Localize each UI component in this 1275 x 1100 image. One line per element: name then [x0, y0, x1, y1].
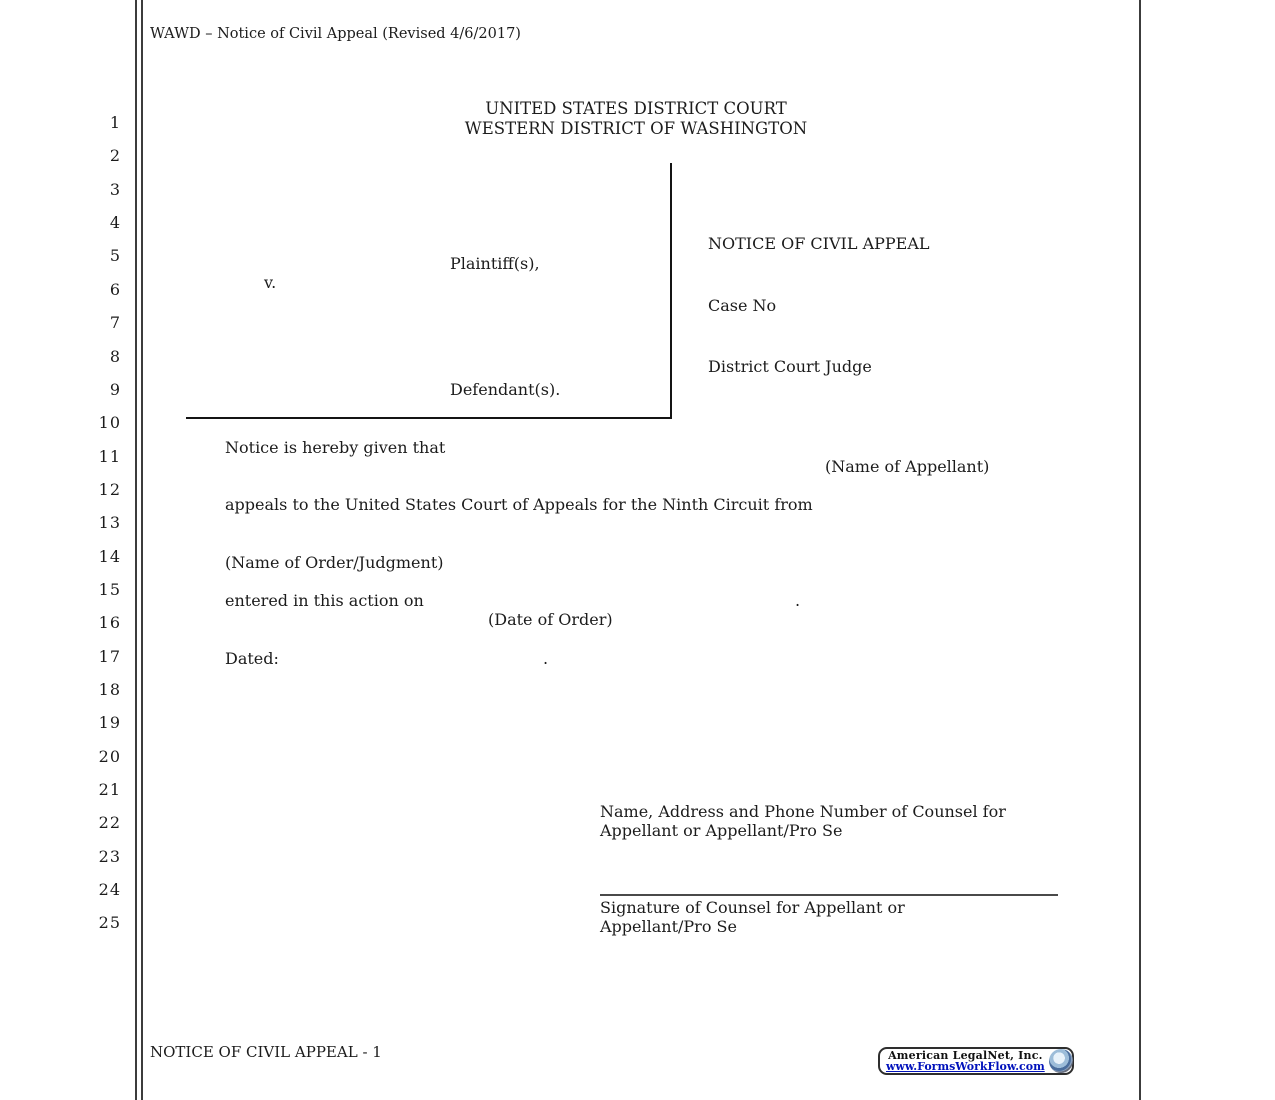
- line-number: 16: [98, 613, 121, 633]
- line-number: 10: [98, 413, 121, 433]
- line-number: 23: [98, 846, 121, 866]
- line-number: 25: [98, 913, 121, 933]
- line-number: 9: [109, 379, 121, 399]
- counsel-contact-line2: Appellant or Appellant/Pro Se: [600, 821, 843, 840]
- versus-label: v.: [264, 273, 277, 292]
- dated-label: Dated:: [225, 649, 279, 668]
- case-caption-box: [186, 163, 672, 419]
- counsel-contact-label: [600, 802, 1120, 840]
- name-of-appellant-hint: (Name of Appellant): [825, 457, 990, 476]
- line-number: 1: [109, 113, 121, 132]
- signature-caption-line2: Appellant/Pro Se: [600, 917, 737, 936]
- case-number-label: Case No: [708, 296, 777, 315]
- formsworkflow-link[interactable]: www.FormsWorkFlow.com: [886, 1060, 1045, 1073]
- line-number: 24: [98, 880, 121, 900]
- line-number: 11: [98, 446, 121, 466]
- entered-period: .: [795, 591, 801, 610]
- page-footer-title: NOTICE OF CIVIL APPEAL - 1: [150, 1043, 382, 1061]
- court-title-line1: UNITED STATES DISTRICT COURT: [485, 99, 787, 118]
- american-legalnet-text: [886, 1050, 1045, 1072]
- line-number: 8: [109, 346, 121, 366]
- court-title-line2: WESTERN DISTRICT OF WASHINGTON: [464, 119, 808, 138]
- notice-given-text: Notice is hereby given that: [225, 438, 446, 457]
- right-margin-rule: [1139, 0, 1141, 1100]
- signature-caption-line1: Signature of Counsel for Appellant or: [600, 898, 905, 917]
- line-number: 17: [98, 646, 121, 666]
- line-number: 19: [98, 713, 121, 733]
- defendant-label: Defendant(s).: [450, 380, 561, 399]
- american-legalnet-company: American LegalNet, Inc.: [888, 1049, 1043, 1062]
- line-number: 14: [98, 546, 121, 566]
- court-title: [132, 99, 1140, 139]
- left-margin-rule-inner: [141, 0, 143, 1100]
- line-number: 20: [98, 746, 121, 766]
- line-number: 15: [98, 579, 121, 599]
- line-number: 5: [109, 246, 121, 266]
- signature-line: [600, 894, 1058, 896]
- appeals-to-ninth-circuit-text: appeals to the United States Court of Appeals for the Ninth Circuit from: [225, 495, 813, 514]
- line-number: 12: [98, 479, 121, 499]
- counsel-contact-line1: Name, Address and Phone Number of Counsel for: [600, 802, 1006, 821]
- american-legalnet-badge: [878, 1047, 1074, 1075]
- line-number: 7: [109, 313, 121, 333]
- notice-of-civil-appeal-title: NOTICE OF CIVIL APPEAL: [708, 234, 930, 253]
- entered-in-action-text: entered in this action on: [225, 591, 424, 610]
- district-judge-label: District Court Judge: [708, 357, 872, 376]
- name-of-order-hint: (Name of Order/Judgment): [225, 553, 444, 572]
- line-number: 4: [109, 213, 121, 233]
- dated-period: .: [543, 649, 549, 668]
- line-number: 3: [109, 179, 121, 199]
- plaintiff-label: Plaintiff(s),: [450, 254, 540, 273]
- date-of-order-hint: (Date of Order): [488, 610, 613, 629]
- line-number: 18: [98, 680, 121, 699]
- line-number: 13: [98, 513, 121, 533]
- signature-caption: [600, 898, 1120, 936]
- line-number: 21: [98, 780, 121, 799]
- line-number: 2: [109, 146, 121, 166]
- left-margin-rule-outer: [135, 0, 137, 1100]
- line-number: 22: [98, 813, 121, 833]
- globe-logo-icon: [1049, 1049, 1073, 1073]
- line-number: 6: [109, 279, 121, 299]
- form-revision-header: WAWD – Notice of Civil Appeal (Revised 4/6/2017): [150, 26, 521, 42]
